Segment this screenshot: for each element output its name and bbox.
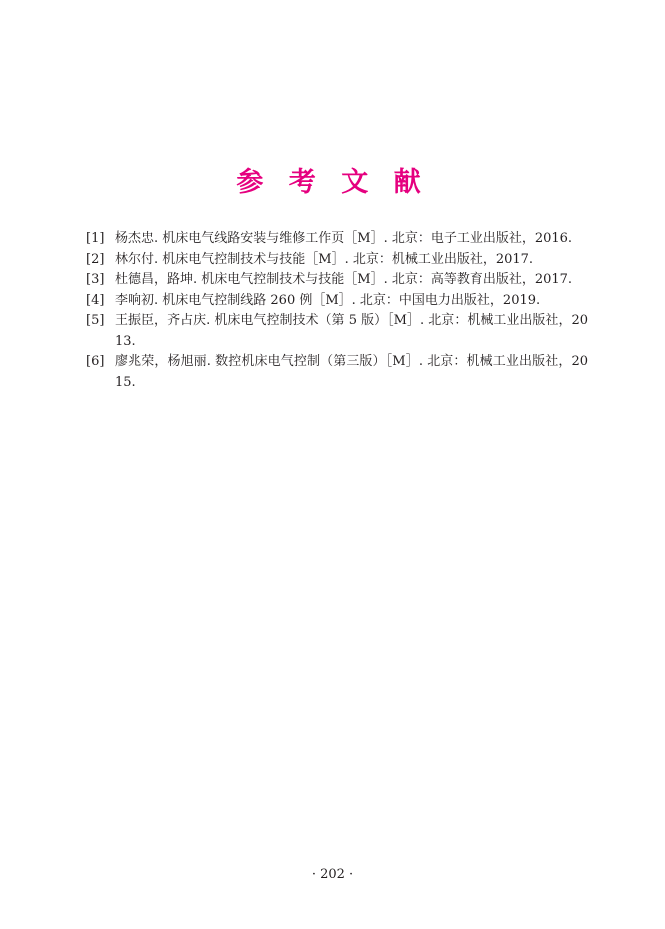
- page-title: 参 考 文 献: [236, 167, 429, 199]
- reference-number: [5]: [86, 313, 105, 328]
- reference-text: 廖兆荣，杨旭丽. 数控机床电气控制（第三版）［M］. 北京：机械工业出版社，2015.: [115, 354, 588, 390]
- reference-item: [86, 270, 588, 291]
- reference-item: [86, 250, 588, 271]
- reference-number: [1]: [86, 231, 105, 246]
- reference-item: [86, 311, 588, 352]
- page-number: · 202 ·: [311, 867, 354, 882]
- reference-list: [86, 229, 588, 393]
- reference-number: [3]: [86, 272, 105, 287]
- reference-text: 杜德昌，路坤. 机床电气控制技术与技能［M］. 北京：高等教育出版社，2017.: [115, 272, 573, 287]
- reference-text: 王振臣，齐占庆. 机床电气控制技术（第 5 版）［M］. 北京：机械工业出版社，2013.: [115, 313, 588, 349]
- reference-text: 李响初. 机床电气控制线路 260 例［M］. 北京：中国电力出版社，2019.: [115, 292, 541, 308]
- reference-item: [86, 291, 588, 312]
- reference-text: 林尔付. 机床电气控制技术与技能［M］. 北京：机械工业出版社，2017.: [115, 251, 534, 267]
- reference-number: [2]: [86, 251, 105, 267]
- reference-item: [86, 352, 588, 393]
- reference-number: [4]: [86, 292, 105, 308]
- reference-item: [86, 229, 588, 250]
- reference-number: [6]: [86, 354, 105, 369]
- reference-text: 杨杰忠. 机床电气线路安装与维修工作页［M］. 北京：电子工业出版社，2016.: [115, 231, 573, 246]
